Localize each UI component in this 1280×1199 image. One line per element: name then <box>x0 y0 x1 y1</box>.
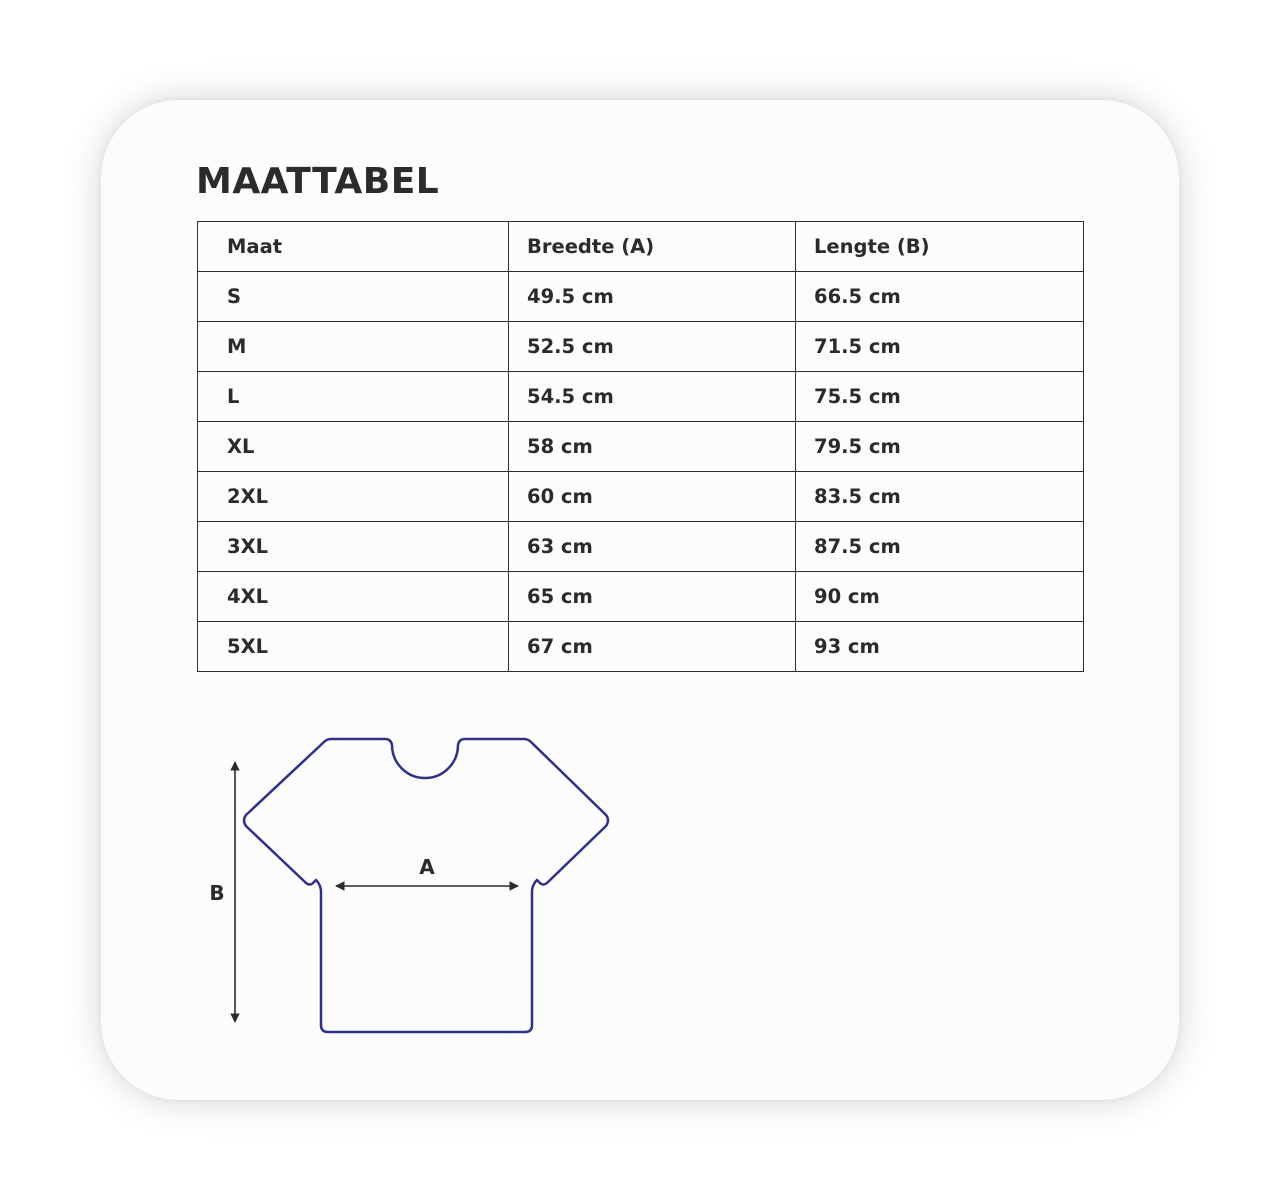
table-row <box>198 272 1084 322</box>
length-label: B <box>209 881 225 905</box>
page-title: MAATTABEL <box>196 161 440 202</box>
size-cell: S <box>198 272 509 322</box>
header-length: Lengte (B) <box>796 222 1084 272</box>
size-cell: 4XL <box>198 572 509 622</box>
size-cell: 2XL <box>198 472 509 522</box>
width-cell: 58 cm <box>509 422 796 472</box>
width-cell: 52.5 cm <box>509 322 796 372</box>
header-width: Breedte (A) <box>509 222 796 272</box>
size-cell: M <box>198 322 509 372</box>
table-row <box>198 372 1084 422</box>
size-cell: L <box>198 372 509 422</box>
size-cell: XL <box>198 422 509 472</box>
length-cell: 66.5 cm <box>796 272 1084 322</box>
table-row <box>198 322 1084 372</box>
width-cell: 63 cm <box>509 522 796 572</box>
table-row <box>198 472 1084 522</box>
length-cell: 83.5 cm <box>796 472 1084 522</box>
table-header-row <box>198 222 1084 272</box>
size-cell: 5XL <box>198 622 509 672</box>
width-label: A <box>419 855 435 879</box>
width-cell: 60 cm <box>509 472 796 522</box>
width-cell: 67 cm <box>509 622 796 672</box>
length-cell: 75.5 cm <box>796 372 1084 422</box>
table-row <box>198 572 1084 622</box>
table-row <box>198 622 1084 672</box>
length-cell: 87.5 cm <box>796 522 1084 572</box>
length-cell: 93 cm <box>796 622 1084 672</box>
width-cell: 54.5 cm <box>509 372 796 422</box>
size-table <box>197 221 1084 672</box>
width-cell: 49.5 cm <box>509 272 796 322</box>
table-row <box>198 422 1084 472</box>
length-cell: 71.5 cm <box>796 322 1084 372</box>
length-cell: 79.5 cm <box>796 422 1084 472</box>
table-row <box>198 522 1084 572</box>
tshirt-measurement-diagram <box>200 730 620 1040</box>
header-size: Maat <box>198 222 509 272</box>
length-cell: 90 cm <box>796 572 1084 622</box>
size-cell: 3XL <box>198 522 509 572</box>
width-cell: 65 cm <box>509 572 796 622</box>
